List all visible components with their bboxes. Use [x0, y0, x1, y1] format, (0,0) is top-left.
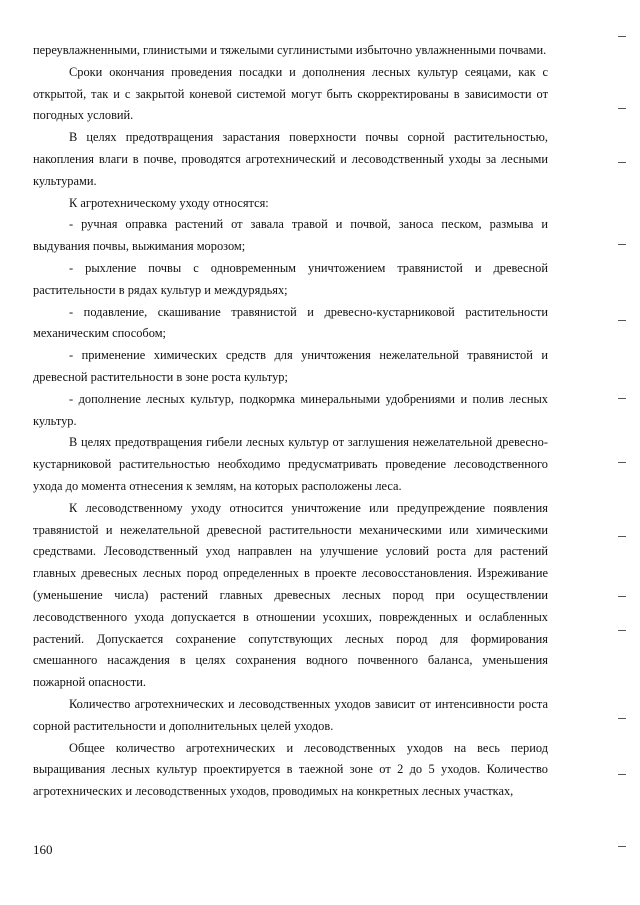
paragraph: Сроки окончания проведения посадки и дополнения лесных культур сеяцами, как с открытой, так и с закрытой коневой системой могут быть скорректированы в зависимости от погодных условий. — [33, 64, 548, 123]
paragraph: переувлажненными, глинистыми и тяжелыми суглинистыми избыточно увлажненными почвами. — [33, 43, 547, 57]
body-text — [33, 40, 548, 803]
list-item: - дополнение лесных культур, подкормка минеральными удобрениями и полив лесных культур. — [33, 391, 548, 428]
list-item: - рыхление почвы с одновременным уничтожением травянистой и древесной растительности в рядах культур и междурядьях; — [33, 260, 548, 297]
paragraph: Количество агротехнических и лесоводственных уходов зависит от интенсивности роста сорной растительности и дополнительных целей уходов. — [33, 696, 548, 733]
scan-edge-marks — [614, 30, 626, 880]
paragraph: Общее количество агротехнических и лесоводственных уходов на весь период выращивания лесных культур проектируется в таежной зоне от 2 до 5 уходов. Количество агротехнических и лесоводственных уходов, проводимых на конкретных лесных участках, — [33, 740, 548, 799]
paragraph: В целях предотвращения гибели лесных культур от заглушения нежелательной древесно-кустарниковой растительностью необходимо предусматривать проведение лесоводственного ухода до момента отнесения к землям, на которых расположены леса. — [33, 435, 548, 493]
paragraph: В целях предотвращения зарастания поверхности почвы сорной растительностью, накопления влаги в почве, проводятся агротехнический и лесоводственный уходы за лесными культурами. — [33, 130, 548, 188]
list-item: - подавление, скашивание травянистой и древесно-кустарниковой растительности механическим способом; — [33, 304, 548, 341]
paragraph: К лесоводственному уходу относится уничтожение или предупреждение появления травянистой и нежелательной древесной растительности механическими или химическими средствами. Лесоводственный уход направлен на улучшение условий роста для растений главных древесных лесных пород определенных в проекте лесовосстановления. Изреживание (уменьшение числа) растений главных древесных лесных пород при осуществлении лесоводственного ухода допускается в отношении усохших, поврежденных и ослабленных растений. Допускается сохранение сопутствующих лесных пород для формирования смешанного насаждения в целях сохранения водного почвенного баланса, уменьшения пожарной опасности. — [33, 500, 548, 690]
paragraph: К агротехническому уходу относятся: — [69, 195, 269, 210]
page-number: 160 — [33, 842, 53, 857]
list-item: - ручная оправка растений от завала травой и почвой, заноса песком, размыва и выдувания почвы, выжимания морозом; — [33, 217, 548, 254]
list-item: - применение химических средств для уничтожения нежелательной травянистой и древесной растительности в зоне роста культур; — [33, 348, 548, 384]
